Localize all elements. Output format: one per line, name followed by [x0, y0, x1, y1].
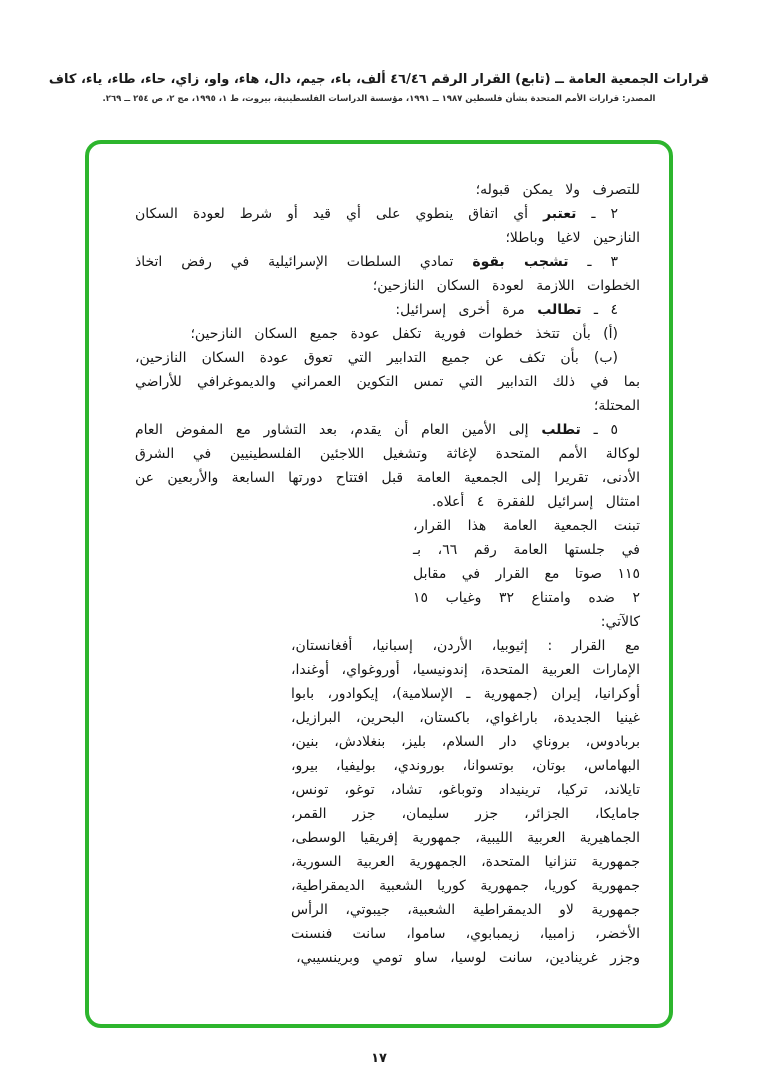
operative-verb: تعتبر: [543, 206, 577, 222]
subparagraph-letter: (أ): [590, 326, 618, 342]
operative-paragraph-3: [135, 250, 640, 298]
subparagraph-a: [135, 322, 640, 346]
subparagraph-b: [135, 346, 640, 418]
paragraph-text: بأن تتخذ خطوات فورية تكفل عودة جميع السكان النازحين؛: [190, 326, 591, 342]
subparagraph-letter: (ب): [578, 350, 618, 366]
paragraph-number: ٢ ـ: [576, 206, 618, 222]
operative-verb: تطلب: [541, 422, 581, 438]
paragraph-number: ٤ ـ: [581, 302, 618, 318]
paragraph-number: ٥ ـ: [580, 422, 618, 438]
operative-paragraph-5: [135, 418, 640, 514]
page-footer: [0, 1051, 758, 1066]
paragraph-number: ٣ ـ: [568, 254, 618, 270]
operative-verb: تطالب: [537, 302, 582, 318]
resolution-text: [135, 178, 640, 970]
operative-paragraph-2: [135, 202, 640, 250]
page-number: ١٧: [371, 1051, 387, 1066]
paragraph-text: أي اتفاق ينطوي على أي قيد أو شرط لعودة السكان النازحين لاغيا وباطلا؛: [135, 206, 640, 246]
paragraph-text: إلى الأمين العام أن يقدم، بعد التشاور مع المفوض العام لوكالة الأمم المتحدة لإغاثة وتشغيل اللاجئين الفلسطينيين في الشرق الأدنى، تقريرا إلى الجمعية العامة قبل افتتاح دورتها السابعة والأربعين عن امتثال إسرائيل للفقرة ٤ أعلاه.: [135, 422, 640, 510]
in-favour-countries: إثيوبيا، الأردن، إسبانيا، أفغانستان، الإمارات العربية المتحدة، إندونيسيا، أوروغواي، أوغندا، أوكرانيا، إيران (جمهورية ـ الإسلامية)، إيكوادور، بابوا غينيا الجديدة، باراغواي، باكستان، البحرين، البرازيل، بربادوس، بروناي دار السلام، بليز، بنغلادش، بنين، البهاماس، بوتان، بوتسوانا، بوروندي، بوليفيا، بيرو، تايلاند، تركيا، ترينيداد وتوباغو، تشاد، توغو، تونس، جامايكا، الجزائر، جزر سليمان، جزر القمر، الجماهيرية العربية الليبية، جمهورية إفريقيا الوسطى، جمهورية تنزانيا المتحدة، الجمهورية العربية السورية، جمهورية كوريا، جمهورية كوريا الشعبية الديمقراطية، جمهورية لاو الديمقراطية الشعبية، جيبوتي، الرأس الأخضر، زامبيا، زيمبابوي، ساموا، سانت فنسنت وجزر غرينادين، سانت لوسيا، ساو تومي وبرينسيبي،: [291, 638, 640, 966]
operative-paragraph-4: [135, 298, 640, 322]
operative-verb: تشجب بقوة: [472, 254, 569, 270]
paragraph-text: تمادي السلطات الإسرائيلية في رفض اتخاذ الخطوات اللازمة لعودة السكان النازحين؛: [135, 254, 640, 294]
paragraph-text: مرة أخرى إسرائيل:: [395, 302, 538, 318]
paragraph-text: بأن تكف عن جميع التدابير التي تعوق عودة السكان النازحين، بما في ذلك التدابير التي تمس التكوين العمراني والديموغرافي للأراضي المحتلة؛: [135, 350, 640, 414]
in-favour-list: [291, 634, 640, 970]
page-header: [28, 72, 730, 104]
in-favour-label: مع القرار :: [527, 638, 640, 654]
continuation-line: للتصرف ولا يمكن قبوله؛: [475, 182, 640, 198]
source-citation: المصدر: قرارات الأمم المتحدة بشأن فلسطين ١٩٨٧ ــ ١٩٩١، مؤسسة الدراسات الفلسطينية، بيروت، ط ١، ١٩٩٥، مج ٢، ص ٢٥٤ ــ ٢٦٩.: [102, 94, 656, 104]
vote-record: تبنت الجمعية العامة هذا القرار، في جلستها العامة رقم ٦٦، بـ ١١٥ صوتا مع القرار في مقابل ٢ ضده وامتناع ٣٢ وغياب ١٥ كالآتي:: [413, 518, 641, 630]
content-border-box: [85, 140, 673, 1028]
header-title: قرارات الجمعية العامة ــ (تابع) القرار الرقم ٤٦/٤٦ ألف، باء، جيم، دال، هاء، واو، زاي، حاء، طاء، ياء، كاف: [48, 72, 710, 87]
